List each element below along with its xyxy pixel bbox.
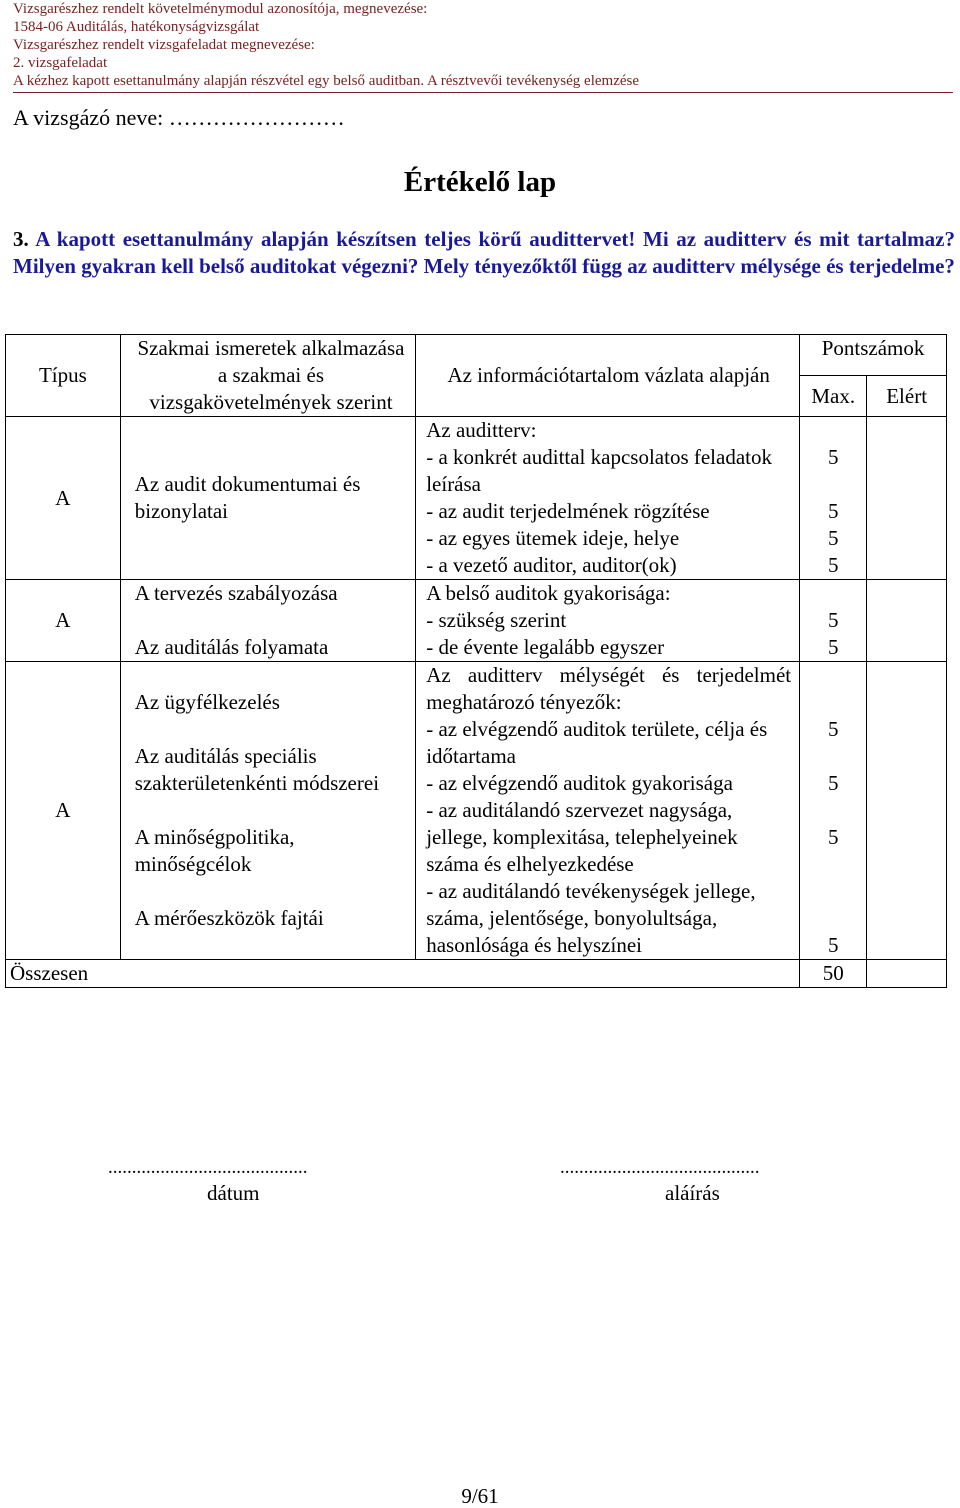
signature-label: aláírás (665, 1181, 720, 1205)
info-item: Az auditterv mélységét és terjedelmét meghatározó tényezők: (426, 663, 792, 714)
header-line-module-id: 1584-06 Auditálás, hatékonyságvizsgálat (13, 19, 260, 35)
total-elert (867, 960, 947, 988)
szakmai-item: Az auditálás speciális szakterületenkénti módszerei (134, 744, 380, 795)
max-points: 5 (827, 635, 839, 659)
row-szakmai (120, 580, 415, 662)
info-item: Az auditterv: (426, 418, 537, 442)
row-max (800, 417, 867, 580)
header-line-task-description: A kézhez kapott esettanulmány alapján részvétel egy belső auditban. A résztvevői tevékenység elemzése (13, 73, 640, 89)
szakmai-item: Az audit dokumentumai és bizonylatai (134, 472, 361, 523)
date-dots: .......................................... (108, 1157, 308, 1178)
row-szakmai (120, 662, 415, 960)
max-points: 5 (827, 933, 839, 957)
table-row (6, 580, 947, 662)
row-max (800, 662, 867, 960)
row-tipus: A (6, 417, 121, 580)
max-points: 5 (827, 445, 839, 469)
header-line-module: Vizsgarészhez rendelt követelménymodul azonosítója, megnevezése: (13, 1, 428, 17)
table-header-row (6, 335, 947, 376)
header-line-task-number: 2. vizsgafeladat (13, 55, 108, 71)
info-item: - de évente legalább egyszer (426, 635, 665, 659)
info-item: - az auditálandó szervezet nagysága, jellege, komplexitása, telephelyeinek száma és elhelyezkedése (426, 798, 738, 876)
signature-dots: .......................................... (560, 1157, 760, 1178)
date-label: dátum (207, 1181, 260, 1205)
max-points: 5 (827, 526, 839, 550)
row-info (416, 580, 800, 662)
row-elert (867, 662, 947, 960)
header-info: Az információtartalom vázlata alapján (416, 335, 800, 417)
question-body: A kapott esettanulmány alapján készítsen teljes körű audittervet! Mi az auditterv és mit tartalmaz? Milyen gyakran kell belső auditokat végezni? Mely tényezőktől függ az auditterv mélysége és terjedelme? (13, 227, 955, 278)
header-divider (13, 92, 953, 93)
row-info (416, 662, 800, 960)
max-points: 5 (827, 717, 839, 741)
row-szakmai (120, 417, 415, 580)
total-label: Összesen (6, 960, 800, 988)
szakmai-item: A minőségpolitika, minőségcélok (134, 825, 295, 876)
info-item: A belső auditok gyakorisága: (426, 581, 671, 605)
evaluation-table (5, 334, 947, 988)
info-item: - az auditálandó tevékenységek jellege, száma, jelentősége, bonyolultsága, hasonlósága és helyszínei (426, 879, 756, 957)
header-tipus: Típus (6, 335, 121, 417)
info-item: - a vezető auditor, auditor(ok) (426, 553, 677, 577)
document-header (13, 0, 953, 93)
row-max (800, 580, 867, 662)
szakmai-item: A tervezés szabályozása (134, 581, 338, 605)
info-item: - a konkrét audittal kapcsolatos feladatok leírása (426, 445, 772, 496)
szakmai-item: Az auditálás folyamata (134, 635, 329, 659)
max-points: 5 (827, 825, 839, 849)
total-row (6, 960, 947, 988)
table-row (6, 662, 947, 960)
header-line-task-label: Vizsgarészhez rendelt vizsgafeladat megnevezése: (13, 37, 315, 53)
header-pontszamok: Pontszámok (800, 335, 947, 376)
max-points: 5 (827, 771, 839, 795)
info-item: - az egyes ütemek ideje, helye (426, 526, 680, 550)
info-item: - az audit terjedelmének rögzítése (426, 499, 710, 523)
page-number: 9/61 (461, 1484, 499, 1508)
row-info (416, 417, 800, 580)
question-number: 3. (13, 227, 29, 251)
row-elert (867, 417, 947, 580)
info-item: - szükség szerint (426, 608, 567, 632)
info-item: - az elvégzendő auditok gyakorisága (426, 771, 733, 795)
szakmai-item: Az ügyfélkezelés (134, 690, 280, 714)
info-item: - az elvégzendő auditok területe, célja és időtartama (426, 717, 768, 768)
total-value: 50 (800, 960, 867, 988)
header-szakmai: Szakmai ismeretek alkalmazása a szakmai és vizsgakövetelmények szerint (120, 335, 415, 417)
max-points: 5 (827, 499, 839, 523)
row-elert (867, 580, 947, 662)
page-title: Értékelő lap (403, 166, 557, 198)
max-points: 5 (827, 553, 839, 577)
row-tipus: A (6, 580, 121, 662)
row-tipus: A (6, 662, 121, 960)
header-max: Max. (800, 376, 867, 417)
szakmai-item: A mérőeszközök fajtái (134, 906, 324, 930)
max-points: 5 (827, 608, 839, 632)
candidate-name-line: A vizsgázó neve: …………………… (13, 105, 345, 130)
table-row (6, 417, 947, 580)
question-text (13, 226, 955, 280)
header-elert: Elért (867, 376, 947, 417)
